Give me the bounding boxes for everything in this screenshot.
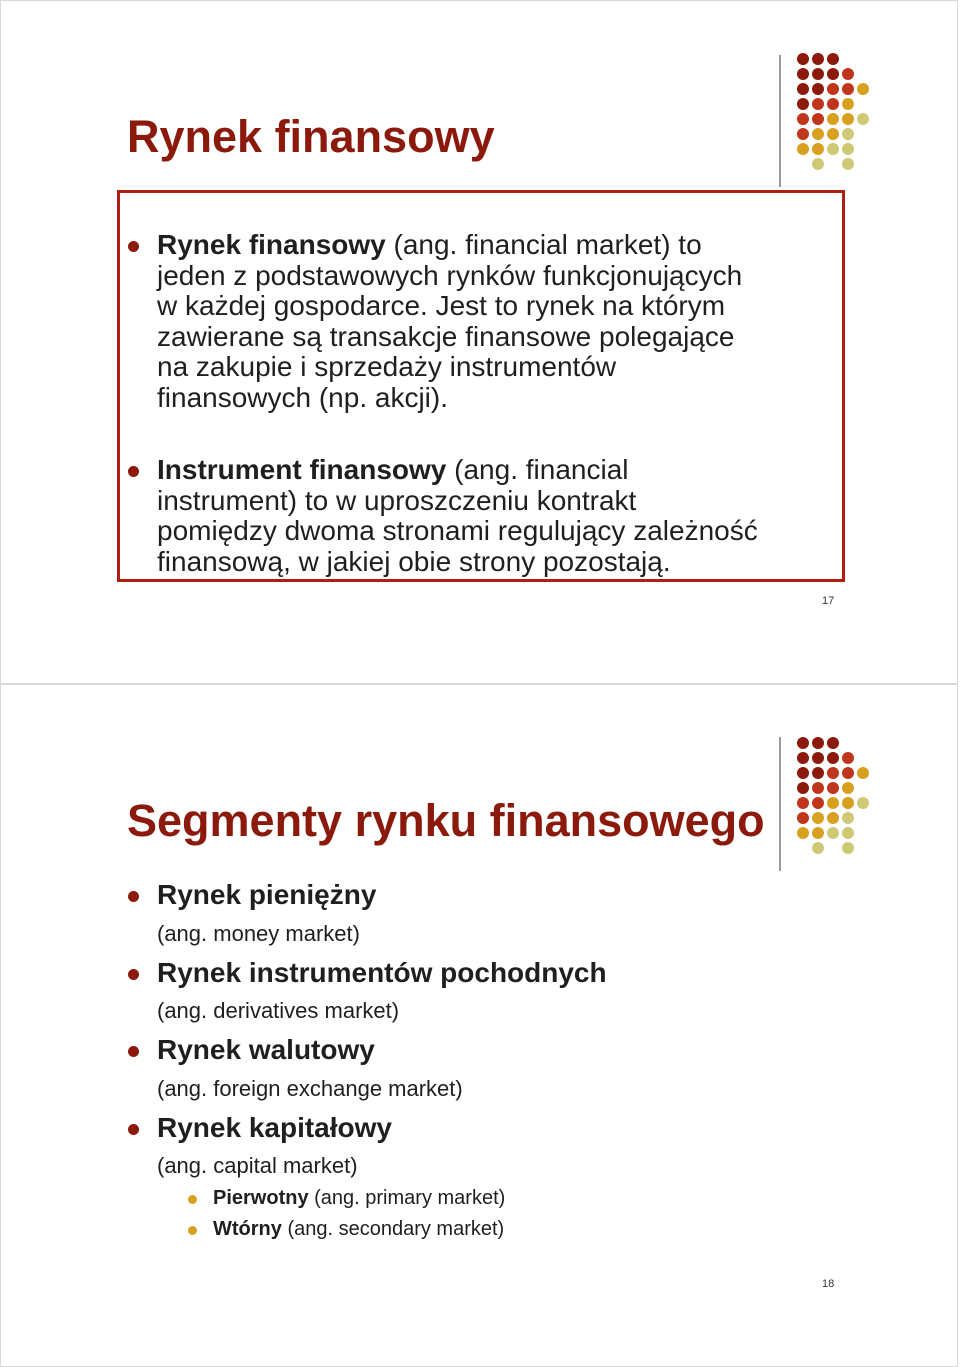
definition-term: Instrument finansowy [157,454,447,485]
decorative-dot [812,83,824,95]
decorative-dot [812,842,824,854]
sub-segment-item [213,1187,505,1210]
decorative-dot [842,827,854,839]
decorative-dot [857,797,869,809]
segment-translation: (ang. derivatives market) [157,998,400,1023]
sub-segment-term: Wtórny [213,1218,282,1240]
page-number: 17 [822,595,835,607]
decorative-dot [812,98,824,110]
decorative-dot [797,83,809,95]
decorative-dot [842,158,854,170]
decorative-dot [857,83,869,95]
decorative-dot [842,113,854,125]
decorative-dot [812,827,824,839]
decorative-dot [812,737,824,749]
sub-segment-text: (ang. primary market) [308,1187,506,1209]
decorative-dot [827,797,839,809]
bullet-icon [128,466,139,477]
definition-text: jeden z podstawowych rynków funkcjonujących [157,259,743,291]
decorative-dot [827,767,839,779]
slide-18 [0,684,958,1367]
segment-heading: Rynek walutowy [157,1034,375,1065]
bullet-icon [128,1124,139,1135]
decorative-dot [812,752,824,764]
decorative-dot [827,98,839,110]
decorative-dot [857,767,869,779]
definition-text: instrument) to w uproszczeniu kontrakt [157,484,637,516]
definition-text: pomiędzy dwoma stronami regulujący zależność [157,515,758,546]
decorative-dot [827,113,839,125]
definition-term: Rynek finansowy [157,229,386,260]
decorative-dot [842,842,854,854]
decorative-dot [827,68,839,80]
decorative-dot [842,128,854,140]
decorative-dot [797,98,809,110]
decorative-dot [797,737,809,749]
sub-bullet-icon [188,1195,197,1204]
decorative-dot [812,812,824,824]
decorative-dot [797,143,809,155]
title-divider-line [779,737,781,871]
decorative-dot [842,812,854,824]
decorative-dot [827,827,839,839]
slide-17 [0,0,958,684]
sub-segment-term: Pierwotny [213,1187,309,1209]
bullet-icon [128,969,139,980]
definition-paragraph [157,455,837,577]
decorative-dot [842,752,854,764]
bullet-icon [128,891,139,902]
decorative-dot [842,782,854,794]
decorative-dot [827,83,839,95]
decorative-dot [842,143,854,155]
decorative-dot [812,767,824,779]
decorative-dot [842,68,854,80]
segment-heading: Rynek kapitałowy [157,1112,392,1143]
sub-bullet-icon [188,1226,197,1235]
decorative-dot [827,53,839,65]
decorative-dot [797,782,809,794]
decorative-dot [842,98,854,110]
decorative-dot [827,143,839,155]
definition-text: zawierane są transakcje finansowe polegające [157,320,735,352]
decorative-dot [812,158,824,170]
decorative-dot [812,68,824,80]
decorative-dot [797,752,809,764]
decorative-dot [797,797,809,809]
definition-text: (ang. financial market) to [385,229,702,260]
decorative-dot [797,128,809,140]
decorative-dot [827,128,839,140]
decorative-dot [812,128,824,140]
segment-heading: Rynek pieniężny [157,879,377,910]
decorative-dot [857,113,869,125]
decorative-dot [842,797,854,809]
decorative-dot [827,782,839,794]
decorative-dot [797,812,809,824]
segment-translation: (ang. capital market) [157,1153,358,1178]
decorative-dot [812,143,824,155]
decorative-dot [797,53,809,65]
definition-text: w każdej gospodarce. Jest to rynek na którym [157,290,726,321]
sub-segment-item [213,1218,504,1241]
decorative-dot [812,797,824,809]
definition-text: na zakupie i sprzedaży instrumentów [157,351,617,382]
definition-text: finansową, w jakiej obie strony pozostają. [157,545,671,577]
decorative-dot [827,737,839,749]
decorative-dot [797,113,809,125]
slide-title: Rynek finansowy [127,111,495,162]
decorative-dot [842,83,854,95]
segment-heading: Rynek instrumentów pochodnych [157,957,607,988]
segment-translation: (ang. foreign exchange market) [157,1076,463,1101]
definition-paragraph [157,230,837,413]
slide-title: Segmenty rynku finansowego [127,795,765,846]
decorative-dot [827,812,839,824]
decorative-dot [797,827,809,839]
bullet-icon [128,1046,139,1057]
decorative-dot [797,767,809,779]
decorative-dot [812,53,824,65]
sub-segment-text: (ang. secondary market) [281,1218,505,1240]
decorative-dot [812,782,824,794]
decorative-dot [812,113,824,125]
decorative-dot [842,767,854,779]
decorative-dot [827,752,839,764]
segment-translation: (ang. money market) [157,921,360,946]
title-divider-line [779,55,781,187]
definition-text: finansowych (np. akcji). [157,381,449,413]
definition-text: (ang. financial [446,454,629,485]
bullet-icon [128,241,139,252]
page-number: 18 [822,1278,835,1290]
decorative-dot [797,68,809,80]
